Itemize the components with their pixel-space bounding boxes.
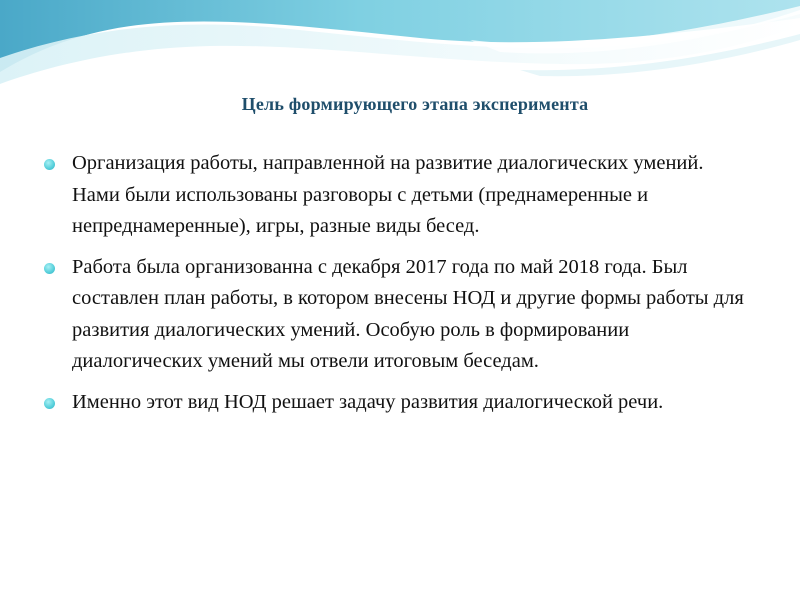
bullet-list	[44, 148, 754, 427]
bullet-item	[44, 148, 754, 243]
slide-title	[0, 94, 800, 115]
bullet-item	[44, 387, 754, 419]
bullet-item	[44, 252, 754, 378]
wave-header-decoration	[0, 0, 800, 90]
bullet-text: Именно этот вид НОД решает задачу развития диалогической речи.	[72, 390, 664, 413]
bullet-text: Организация работы, направленной на развитие диалогических умений. Нами были использованы разговоры с детьми (преднамеренные и непреднамеренные), игры, разные виды бесед.	[72, 152, 704, 237]
bullet-dot-icon	[44, 263, 55, 274]
bullet-dot-icon	[44, 159, 55, 170]
bullet-dot-icon	[44, 398, 55, 409]
slide-title-text: Цель формирующего этапа эксперимента	[241, 94, 589, 114]
bullet-text: Работа была организованна с декабря 2017 года по май 2018 года. Был составлен план работы, в котором внесены НОД и другие формы работы для развития диалогических умений. Особую роль в формировании диалогических умений мы отвели итоговым беседам.	[72, 255, 744, 372]
